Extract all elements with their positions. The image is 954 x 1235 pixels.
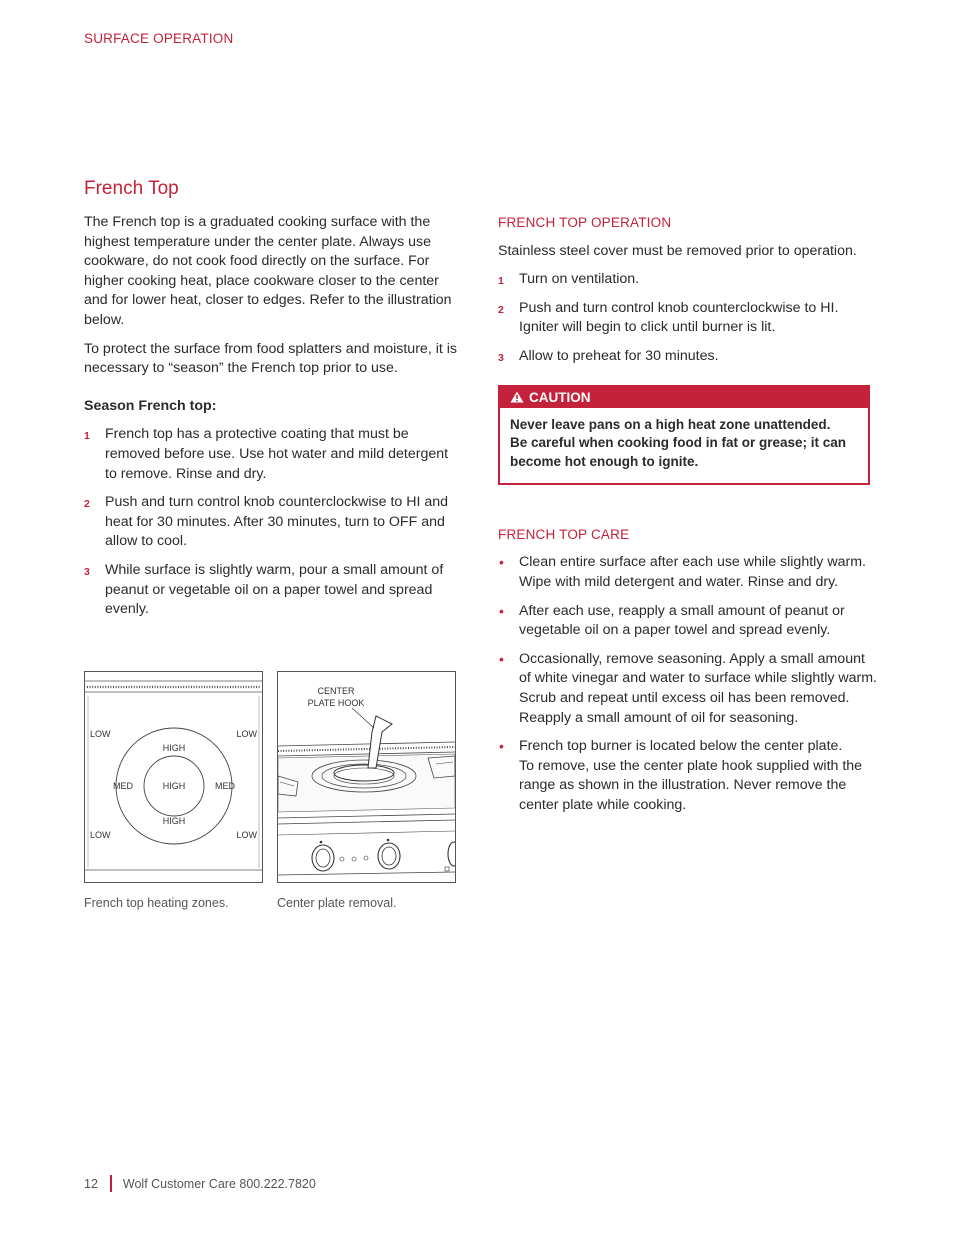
callout-label: CENTER (317, 686, 355, 696)
step-number: 1 (84, 430, 90, 443)
care-text: Clean entire surface after each use while slightly warm. Wipe with mild detergent and water. Rinse and dry. (519, 554, 866, 590)
section-label: SURFACE OPERATION (84, 31, 234, 46)
plate-removal-figure (277, 671, 456, 883)
page-title: French Top (84, 178, 179, 199)
warning-icon (510, 391, 524, 403)
care-heading: FRENCH TOP CARE (498, 526, 630, 542)
footer-divider (110, 1175, 112, 1192)
heating-zones-illustration (85, 672, 262, 882)
footer-text: Wolf Customer Care 800.222.7820 (122, 1176, 316, 1191)
caution-label: CAUTION (529, 389, 591, 405)
list-item (84, 561, 462, 620)
step-number: 2 (498, 303, 504, 316)
figure-caption: French top heating zones. (84, 896, 229, 910)
zone-label: LOW (90, 830, 111, 840)
care-text: Occasionally, remove seasoning. Apply a small amount of white vinegar and water to surface while slightly warm. Scrub and repeat until excess oil has been removed. Reapply a small amount of oil for seasoning. (519, 650, 877, 726)
zone-label: HIGH (162, 816, 186, 826)
zone-label: LOW (236, 830, 257, 840)
list-item (498, 270, 880, 290)
zone-label: LOW (236, 729, 257, 739)
list-item (84, 425, 462, 484)
zone-label: LOW (90, 729, 111, 739)
caution-box (498, 385, 870, 485)
page-footer (84, 1175, 316, 1192)
step-text: Turn on ventilation. (519, 271, 640, 288)
season-heading: Season French top: (84, 397, 217, 414)
care-text: After each use, reapply a small amount of peanut or vegetable oil on a paper towel and spread evenly. (519, 602, 845, 639)
caution-line2: Be careful when cooking food in fat or grease; it can become hot enough to ignite. (510, 435, 847, 469)
list-item (498, 602, 880, 641)
zone-label: HIGH (162, 781, 186, 791)
zone-label: MED (215, 781, 235, 791)
step-text-line1: Push and turn control knob counterclockwise to HI. (519, 299, 839, 316)
step-text: While surface is slightly warm, pour a small amount of peanut or vegetable oil on a paper towel and spread evenly. (105, 561, 444, 618)
page-number: 12 (84, 1176, 98, 1191)
list-item (498, 553, 880, 592)
callout-label: PLATE HOOK (307, 698, 365, 708)
list-item (498, 299, 880, 338)
heating-zones-figure (84, 671, 263, 883)
step-number: 3 (498, 351, 504, 364)
season-steps (84, 425, 462, 619)
right-column (498, 213, 880, 824)
list-item (84, 493, 462, 552)
list-item (498, 650, 880, 728)
step-text: Push and turn control knob counterclockwise to HI and heat for 30 minutes. After 30 minutes, turn to OFF and allow to cool. (105, 494, 449, 550)
left-column (84, 213, 462, 629)
step-number: 3 (84, 565, 90, 578)
step-number: 1 (498, 275, 504, 288)
operation-heading: FRENCH TOP OPERATION (498, 215, 672, 230)
operation-intro: Stainless steel cover must be removed prior to operation. (498, 242, 857, 259)
care-text-line1: • French top burner is located below the center plate. (519, 738, 843, 755)
caution-line1: Never leave pans on a high heat zone unattended. (510, 417, 831, 433)
figure-caption: Center plate removal. (277, 896, 397, 910)
plate-removal-illustration (278, 672, 455, 882)
intro-paragraph: The French top is a graduated cooking surface with the highest temperature under the center plate. Always use cookware, do not cook food directly on the surface. For higher cooking heat, place cookware closer to the center and for lower heat, closer to edges. Refer to the illustration below. (84, 214, 452, 328)
zone-label: HIGH (162, 743, 186, 753)
step-number: 2 (84, 498, 90, 511)
step-text: French top has a protective coating that must be removed before use. Use hot water and mild detergent to remove. Rinse and dry. (105, 426, 449, 482)
step-text-line2: Igniter will begin to click until burner is lit. (519, 319, 776, 336)
care-text-line2: To remove, use the center plate hook supplied with the range as shown in the illustration. Never remove the center plate while cooking. (519, 757, 863, 813)
zone-label: MED (113, 781, 133, 791)
caution-body (500, 408, 868, 483)
care-list (498, 553, 880, 815)
caution-header (500, 387, 868, 409)
list-item (498, 347, 880, 367)
list-item (498, 737, 880, 815)
operation-steps (498, 270, 880, 366)
step-text: Allow to preheat for 30 minutes. (519, 347, 719, 364)
protect-paragraph: To protect the surface from food splatters and moisture, it is necessary to “season” the French top prior to use. (84, 340, 457, 377)
